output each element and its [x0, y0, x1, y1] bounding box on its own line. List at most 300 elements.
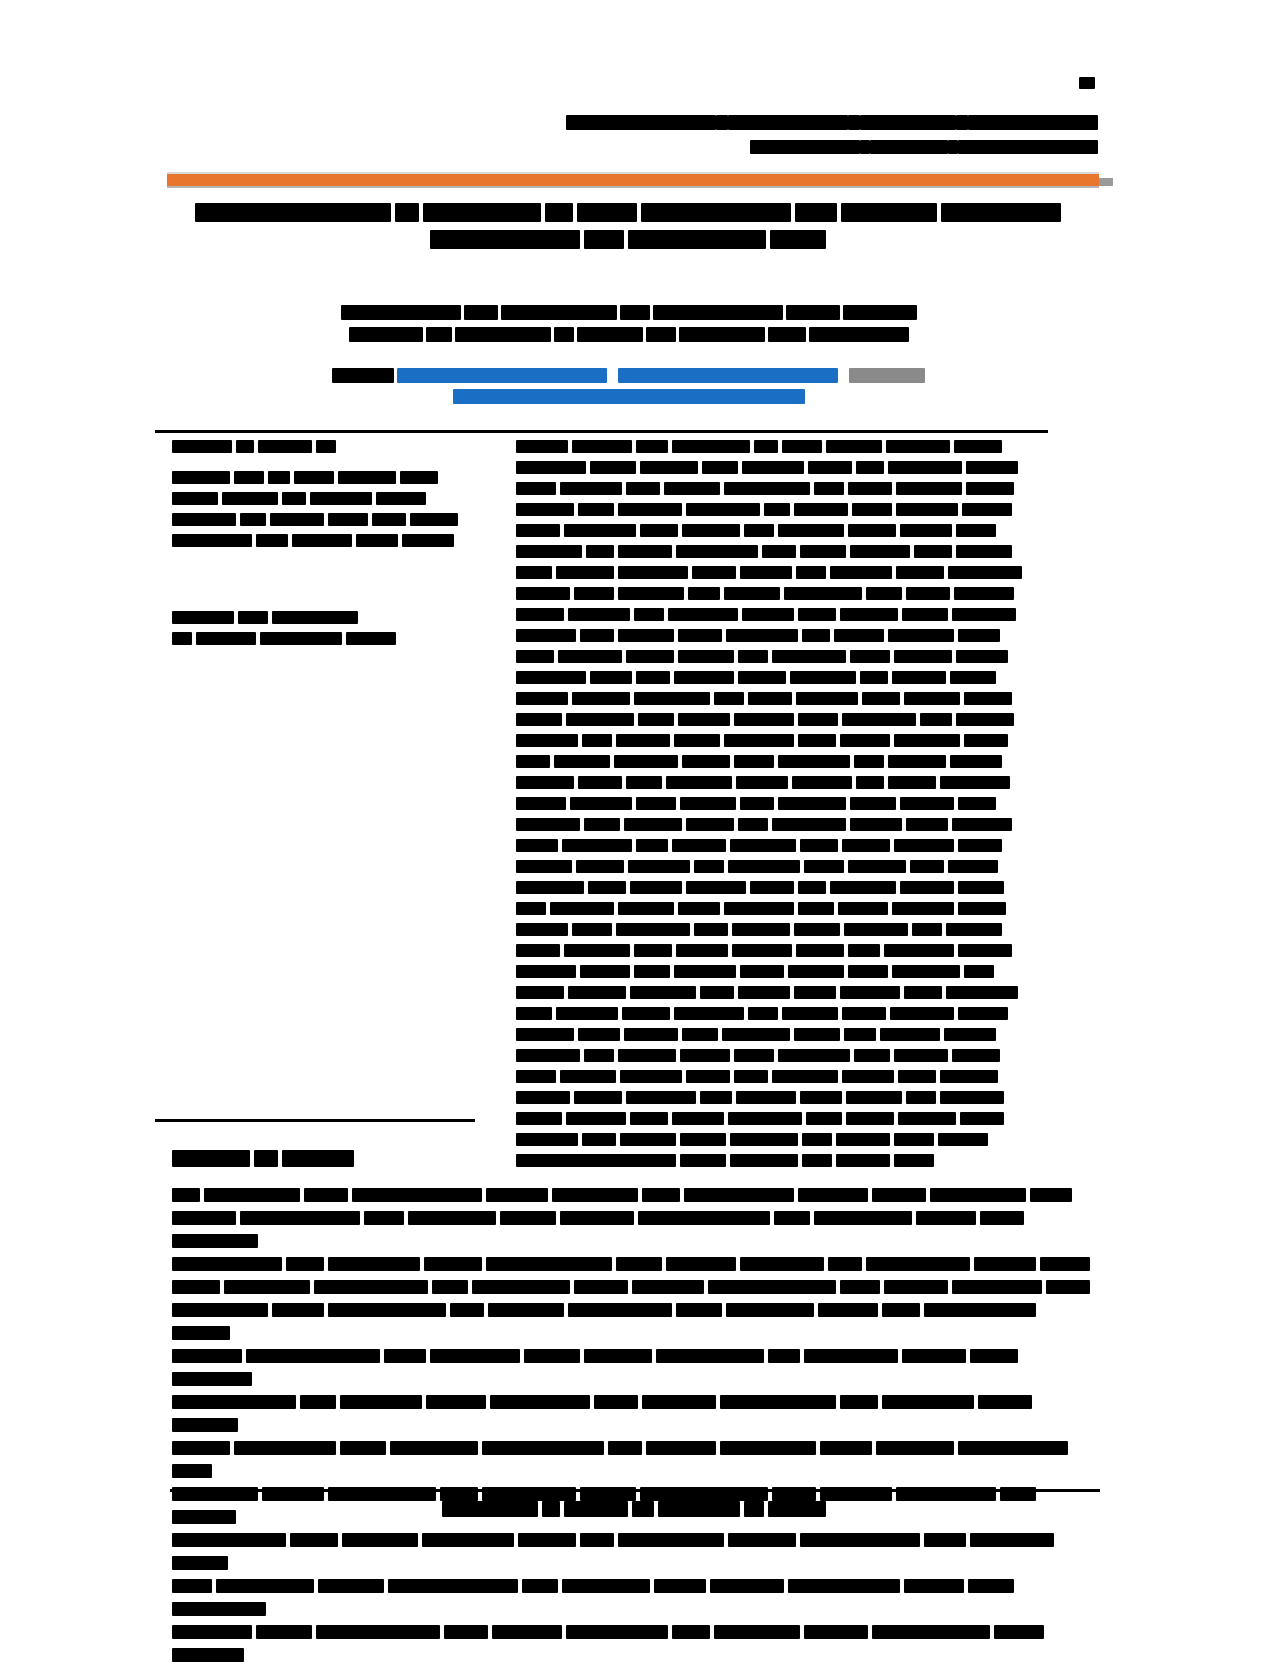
redacted-word	[455, 327, 551, 342]
redacted-word	[912, 923, 942, 936]
redacted-word	[728, 115, 848, 130]
redacted-word	[954, 587, 1014, 600]
redacted-word	[716, 115, 728, 130]
redacted-word	[172, 440, 232, 453]
redacted-word	[980, 1211, 1024, 1225]
redacted-word	[554, 755, 610, 768]
redacted-word	[848, 524, 896, 537]
redacted-word	[952, 818, 1012, 831]
abstract-line	[516, 608, 1048, 629]
redacted-word	[574, 1280, 628, 1294]
redacted-word	[501, 305, 617, 320]
abstract-line	[516, 776, 1048, 797]
redacted-word	[898, 1070, 936, 1083]
abstract-line	[516, 755, 1048, 776]
redacted-word	[676, 1303, 722, 1317]
redacted-word	[172, 1395, 296, 1409]
redacted-word	[240, 1211, 360, 1225]
redacted-word	[172, 1280, 220, 1294]
redacted-word	[582, 1133, 616, 1146]
redacted-word	[850, 545, 910, 558]
redacted-word	[562, 1579, 650, 1593]
redacted-word	[516, 461, 586, 474]
redacted-word	[638, 1211, 770, 1225]
redacted-word	[172, 1487, 258, 1501]
journal-title-line	[565, 113, 1098, 131]
redacted-word	[516, 734, 578, 747]
redacted-word	[626, 650, 674, 663]
redacted-word	[172, 1303, 268, 1317]
redacted-word	[686, 1070, 730, 1083]
redacted-word	[914, 545, 952, 558]
redacted-word	[808, 461, 852, 474]
redacted-word	[892, 902, 954, 915]
redacted-word	[282, 1150, 354, 1167]
redacted-word	[802, 629, 830, 642]
section-line	[172, 1211, 1100, 1257]
redacted-word	[924, 1303, 1036, 1317]
redacted-word	[906, 1091, 936, 1104]
redacted-word	[702, 461, 738, 474]
redacted-word	[666, 1257, 736, 1271]
footer-word	[564, 1501, 628, 1517]
redacted-word	[572, 692, 630, 705]
redacted-word	[608, 1441, 642, 1455]
redacted-word	[854, 1049, 890, 1062]
redacted-word	[958, 140, 1098, 154]
redacted-word	[388, 1579, 518, 1593]
redacted-word	[872, 1188, 926, 1202]
redacted-word	[314, 1280, 428, 1294]
left-column-bottom-rule	[155, 1119, 475, 1122]
redacted-word	[426, 1395, 486, 1409]
redacted-word	[840, 986, 900, 999]
redacted-word	[626, 776, 662, 789]
redacted-word	[576, 860, 624, 873]
redacted-word	[256, 1625, 312, 1639]
redacted-word	[584, 1349, 652, 1363]
redacted-word	[584, 818, 620, 831]
redacted-word	[772, 1070, 838, 1083]
redacted-word	[894, 650, 952, 663]
redacted-word	[904, 692, 960, 705]
redacted-word	[618, 503, 682, 516]
abstract-line	[516, 440, 1048, 461]
redacted-word	[674, 965, 736, 978]
redacted-word	[694, 923, 728, 936]
redacted-word	[616, 734, 670, 747]
redacted-word	[680, 797, 736, 810]
redacted-word	[222, 492, 278, 505]
abstract-line	[516, 818, 1048, 839]
redacted-word	[772, 818, 846, 831]
redacted-word	[724, 902, 794, 915]
redacted-word	[734, 713, 794, 726]
abstract-line	[516, 503, 1048, 524]
redacted-word	[790, 671, 856, 684]
redacted-word	[818, 1303, 878, 1317]
redacted-word	[764, 503, 790, 516]
redacted-word	[672, 1112, 724, 1125]
redacted-word	[664, 482, 720, 495]
redacted-word	[590, 461, 636, 474]
redacted-word	[786, 305, 840, 320]
abstract-line	[516, 944, 1048, 965]
redacted-word	[577, 203, 637, 222]
redacted-word	[666, 776, 732, 789]
redacted-word	[395, 203, 419, 222]
redacted-word	[349, 327, 423, 342]
redacted-word	[964, 692, 1012, 705]
redacted-word	[688, 587, 720, 600]
redacted-word	[788, 965, 844, 978]
redacted-word	[172, 513, 236, 526]
redacted-word	[304, 1188, 348, 1202]
redacted-word	[906, 587, 950, 600]
redacted-word	[700, 1091, 732, 1104]
redacted-word	[774, 1211, 810, 1225]
redacted-word	[920, 713, 952, 726]
redacted-word	[736, 776, 788, 789]
redacted-word	[516, 1028, 574, 1041]
redacted-word	[450, 1303, 484, 1317]
redacted-word	[654, 1579, 706, 1593]
redacted-word	[636, 440, 668, 453]
redacted-word	[172, 1579, 212, 1593]
redacted-word	[724, 587, 780, 600]
redacted-word	[172, 471, 230, 484]
redacted-word	[834, 629, 884, 642]
redacted-word	[724, 482, 810, 495]
abstract-line	[516, 986, 1048, 1007]
redacted-word	[292, 534, 352, 547]
abstract-column	[516, 440, 1048, 1175]
redacted-word	[798, 902, 834, 915]
redacted-word	[722, 1028, 790, 1041]
redacted-word	[640, 1487, 768, 1501]
redacted-word	[794, 503, 848, 516]
redacted-word	[950, 755, 1002, 768]
redacted-word	[234, 471, 264, 484]
redacted-word	[906, 818, 948, 831]
redacted-word	[800, 545, 846, 558]
redacted-word	[262, 1487, 324, 1501]
abstract-line	[516, 797, 1048, 818]
redacted-word	[656, 1349, 764, 1363]
redacted-word	[794, 986, 836, 999]
redacted-word	[618, 587, 684, 600]
redacted-word	[634, 692, 710, 705]
redacted-word	[430, 1349, 520, 1363]
redacted-word	[804, 1625, 868, 1639]
redacted-word	[574, 587, 614, 600]
redacted-word	[518, 1533, 576, 1547]
redacted-word	[172, 534, 252, 547]
redacted-word	[830, 566, 892, 579]
redacted-word	[796, 944, 844, 957]
redacted-word	[820, 1487, 892, 1501]
redacted-word	[408, 1211, 496, 1225]
redacted-word	[492, 1625, 562, 1639]
redacted-word	[844, 923, 908, 936]
redacted-word	[516, 587, 570, 600]
title-line	[170, 230, 1090, 257]
redacted-word	[240, 513, 266, 526]
redacted-word	[234, 1441, 336, 1455]
redacted-word	[814, 1211, 912, 1225]
redacted-word	[586, 545, 614, 558]
redacted-word	[948, 566, 1022, 579]
redacted-word	[568, 608, 630, 621]
redacted-word	[516, 923, 568, 936]
redacted-word	[402, 534, 454, 547]
redacted-word	[634, 944, 672, 957]
redacted-word	[836, 1133, 890, 1146]
redacted-word	[902, 608, 948, 621]
redacted-word	[554, 327, 574, 342]
redacted-word	[172, 1418, 238, 1432]
redacted-word	[472, 1280, 570, 1294]
redacted-word	[216, 1579, 314, 1593]
redacted-word	[516, 608, 564, 621]
redacted-word	[734, 1070, 768, 1083]
redacted-word	[552, 1188, 638, 1202]
footer-word	[658, 1501, 740, 1517]
redacted-word	[641, 203, 791, 222]
redacted-word	[708, 1280, 836, 1294]
redacted-word	[316, 1625, 440, 1639]
redacted-word	[856, 461, 884, 474]
article-info-line	[172, 513, 472, 534]
section-line	[172, 1280, 1100, 1303]
redacted-word	[564, 944, 630, 957]
redacted-word	[172, 1211, 236, 1225]
redacted-word	[726, 1303, 814, 1317]
redacted-word	[892, 965, 960, 978]
redacted-word	[844, 1028, 876, 1041]
redacted-word	[678, 902, 720, 915]
redacted-word	[196, 632, 256, 645]
redacted-word	[820, 1441, 872, 1455]
article-info-line	[172, 492, 472, 513]
redacted-word	[572, 923, 612, 936]
redacted-word	[900, 524, 952, 537]
keywords-heading	[172, 611, 472, 632]
redacted-word	[678, 650, 734, 663]
page-footer	[172, 1500, 1100, 1518]
redacted-word	[956, 713, 1014, 726]
redacted-word	[640, 461, 698, 474]
email-label	[332, 368, 394, 383]
redacted-word	[672, 1625, 710, 1639]
redacted-word	[490, 1395, 590, 1409]
redacted-word	[782, 440, 822, 453]
redacted-word	[880, 1028, 940, 1041]
section-line	[172, 1533, 1100, 1579]
redacted-word	[676, 944, 728, 957]
redacted-word	[742, 608, 794, 621]
email-row	[170, 368, 1090, 410]
abstract-line	[516, 881, 1048, 902]
redacted-word	[616, 923, 690, 936]
redacted-word	[424, 1257, 482, 1271]
redacted-word	[728, 1112, 802, 1125]
redacted-word	[342, 1533, 418, 1547]
redacted-word	[888, 755, 946, 768]
redacted-word	[653, 305, 783, 320]
redacted-word	[940, 1070, 998, 1083]
redacted-word	[964, 734, 1008, 747]
redacted-word	[738, 671, 786, 684]
redacted-word	[848, 115, 860, 130]
redacted-word	[572, 440, 632, 453]
redacted-word	[258, 440, 312, 453]
abstract-line	[516, 1091, 1048, 1112]
redacted-word	[732, 944, 792, 957]
abstract-line	[516, 629, 1048, 650]
redacted-word	[282, 492, 306, 505]
redacted-word	[516, 545, 582, 558]
redacted-word	[578, 503, 614, 516]
redacted-word	[430, 230, 580, 249]
abstract-line	[516, 545, 1048, 566]
redacted-word	[636, 797, 676, 810]
redacted-word	[678, 629, 722, 642]
redacted-word	[566, 115, 716, 130]
redacted-word	[876, 1441, 954, 1455]
redacted-word	[740, 1257, 824, 1271]
redacted-word	[840, 1395, 878, 1409]
redacted-word	[894, 839, 954, 852]
redacted-word	[968, 115, 1098, 130]
redacted-word	[444, 1625, 488, 1639]
redacted-word	[516, 1049, 580, 1062]
redacted-word	[738, 986, 790, 999]
redacted-word	[798, 734, 836, 747]
abstract-line	[516, 860, 1048, 881]
redacted-word	[888, 461, 962, 474]
redacted-word	[340, 1395, 422, 1409]
redacted-word	[674, 734, 720, 747]
redacted-word	[970, 1349, 1018, 1363]
redacted-word	[172, 1326, 230, 1340]
article-info-column	[172, 440, 472, 653]
redacted-word	[872, 1625, 990, 1639]
abstract-line	[516, 1028, 1048, 1049]
redacted-word	[726, 629, 798, 642]
email-line	[170, 389, 1090, 410]
redacted-word	[828, 1257, 862, 1271]
redacted-word	[809, 327, 909, 342]
redacted-word	[956, 115, 968, 130]
redacted-word	[172, 1372, 252, 1386]
redacted-word	[848, 860, 906, 873]
redacted-word	[566, 713, 634, 726]
redacted-word	[748, 1007, 778, 1020]
redacted-word	[842, 713, 916, 726]
redacted-word	[682, 524, 740, 537]
corner-mark	[1079, 74, 1095, 86]
redacted-word	[646, 1441, 716, 1455]
redacted-word	[620, 1133, 676, 1146]
redacted-word	[770, 230, 826, 249]
redacted-word	[516, 503, 574, 516]
redacted-word	[516, 482, 556, 495]
redacted-word	[516, 1133, 578, 1146]
redacted-word	[882, 1395, 974, 1409]
redacted-word	[636, 839, 668, 852]
redacted-word	[843, 305, 917, 320]
redacted-word	[894, 1133, 934, 1146]
section-line	[172, 1188, 1100, 1211]
redacted-word	[956, 545, 1012, 558]
redacted-word	[904, 986, 942, 999]
redacted-word	[686, 881, 746, 894]
redacted-word	[566, 1112, 626, 1125]
redacted-word	[788, 1579, 900, 1593]
redacted-word	[804, 860, 844, 873]
redacted-word	[676, 545, 758, 558]
abstract-line	[516, 839, 1048, 860]
redacted-word	[886, 440, 950, 453]
redacted-word	[840, 1280, 880, 1294]
redacted-word	[894, 734, 960, 747]
abstract-line	[516, 650, 1048, 671]
email-link	[453, 389, 805, 404]
redacted-word	[902, 1349, 966, 1363]
redacted-word	[516, 860, 572, 873]
redacted-word	[578, 776, 622, 789]
redacted-word	[860, 115, 956, 130]
redacted-word	[172, 1625, 252, 1639]
redacted-word	[958, 839, 1002, 852]
redacted-word	[679, 327, 765, 342]
redacted-word	[577, 327, 643, 342]
redacted-word	[678, 713, 730, 726]
abstract-line	[516, 1049, 1048, 1070]
redacted-word	[798, 1188, 868, 1202]
redacted-word	[970, 1533, 1054, 1547]
redacted-word	[778, 797, 846, 810]
redacted-word	[558, 650, 622, 663]
redacted-word	[736, 1091, 796, 1104]
abstract-line	[516, 482, 1048, 503]
redacted-word	[172, 632, 192, 645]
redacted-word	[238, 611, 268, 624]
redacted-word	[732, 923, 790, 936]
redacted-word	[952, 608, 1016, 621]
redacted-word	[958, 1007, 1008, 1020]
redacted-word	[800, 1091, 842, 1104]
redacted-word	[390, 1441, 478, 1455]
redacted-word	[734, 1049, 774, 1062]
redacted-word	[888, 776, 936, 789]
abstract-line	[516, 713, 1048, 734]
redacted-word	[545, 203, 573, 222]
redacted-word	[584, 1049, 614, 1062]
redacted-word	[724, 734, 794, 747]
redacted-word	[952, 1280, 1042, 1294]
redacted-word	[960, 1112, 1004, 1125]
redacted-word	[624, 818, 682, 831]
redacted-word	[618, 1533, 724, 1547]
redacted-word	[848, 482, 892, 495]
redacted-word	[938, 1133, 988, 1146]
article-info-line	[172, 534, 472, 555]
redacted-word	[898, 1112, 956, 1125]
redacted-word	[516, 944, 560, 957]
redacted-word	[236, 440, 254, 453]
